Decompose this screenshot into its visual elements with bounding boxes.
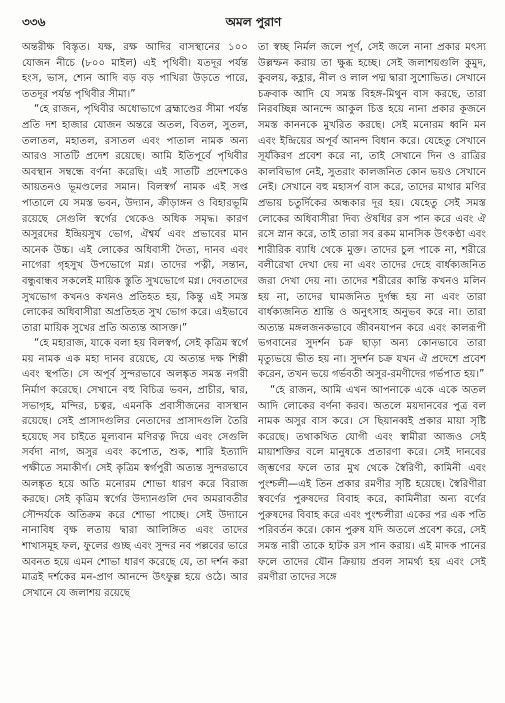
paragraph: তা স্বচ্ছ নির্মল জলে পূর্ণ, সেই জলে নানা প্রকার মৎস্য উল্লম্ফন করায় তা ক্ষুব্ধ হচ্ছে। সেই জলাশয়গুলি কুমুদ, কুবলয়, কহ্লার, নীল ও লাল পদ্ম দ্বারা সুশোভিত। সেখানে চক্রবাক আদি যে সমস্ত বিহঙ্গ-মিথুন বাস করছে, তারা নিরবচ্ছিন্ন আনন্দে আকুল চিত্ত হয়ে নানা প্রকার কূজনে সমস্ত কাননকে মুখরিত করছে। সেই মনোরম ধ্বনি মন এবং ইন্দ্রিয়ের অপূর্ব আনন্দ বিধান করে। যেহেতু সেখানে সূর্যকিরণ প্রবেশ করে না, তাই সেখানে দিন ও রাত্রির কালবিভাগ নেই, সুতরাং কালজনিত কোন ভয়ও সেখানে নেই। সেখানে বহু মহাসর্প বাস করে, তাদের মাথার মণির প্রভায় চতুর্দিকের অন্ধকার দূর হয়। যেহেতু সেই সমস্ত লোকের অধিবাসীরা দিব্য ঔষধির রস পান করে এবং ঐ রসে স্নান করে, তাই তারা সব রকম মানসিক উৎকণ্ঠা এবং শারীরিক ব্যাধি থেকে মুক্ত। তাদের চুল পাকে না, শরীরে বলীরেখা দেখা দেয় না এবং তাদের দেহে বার্ধক্যজনিত জরা দেখা দেয় না। তাদের শরীরের কান্তি কখনও মলিন হয় না, তাদের ঘামজনিত দুর্গন্ধ হয় না এবং তারা বার্ধক্যজনিত শ্রান্তি ও অনুৎসাহ অনুভব করে না। তারা অত্যন্ত মঙ্গলজনকভাবে জীবনযাপন করে এবং কালরূপী ভগবানের সুদর্শন চক্র ছাড়া অন্য কোনভাবে তারা মৃত্যুভয়ে ভীত হয় না। সুদর্শন চক্র যখন ঐ প্রদেশে প্রবেশ করেন, তখন ভয়ে গর্ভবতী অসুর-রমণীদের গর্ভপাত হয়।” [258, 42, 486, 381]
page-header [22, 14, 485, 32]
paragraph: “হে রাজন, আমি এখন আপনাকে একে একে অতল আদি লোকের বর্ণনা করব। অতলে ময়দানবের পুত্র বল নামক অসুর বাস করে। সে ছিয়ানব্বই প্রকার মায়া সৃষ্টি করেছে। তথাকথিত যোগী এবং স্বামীরা আজও সেই মায়াশক্তির বলে মানুষকে প্রতারণা করে। সেই দানবের জৃম্ভণের ফলে তার মুখ থেকে স্বৈরিণী, কামিনী এবং পুংশ্চলী—এই তিন প্রকার রমণীর সৃষ্টি হয়েছে। স্বৈরিণীরা স্ববর্ণের পুরুষদের বিবাহ করে, কামিনীরা অন্য বর্ণের পুরুষদের বিবাহ করে এবং পুংশ্চলীরা একের পর এক পতি পরিবর্তন করে। কোন পুরুষ যদি অতলে প্রবেশ করে, সেই সমস্ত নারী তাকে হাটক রস পান করায়। এই মাদক পানের ফলে তাদের যৌন ক্রিয়ায় প্রবল সামর্থ্য হয় এবং সেই রমণীরা তাদের সঙ্গে [258, 385, 486, 584]
page-number: ৩৩৬ [22, 15, 46, 29]
running-title: অমল পুরাণ [225, 15, 282, 29]
paragraph: অন্তরীক্ষ বিস্তৃত। যক্ষ, রক্ষ আদির বাসস্থানের ১০০ যোজন নীচে (৮০০ মাইল) এই পৃথিবী। যতদূর পর্যন্ত হংস, ভাস, শ্যেন আদি বড় বড় পাখিরা উড়তে পারে, ততদূর পর্যন্ত পৃথিবীর সীমা।” [22, 42, 248, 100]
paragraph: “হে রাজন, পৃথিবীর অধোভাগে ব্রহ্মাণ্ডের সীমা পর্যন্ত প্রতি দশ হাজার যোজন অন্তরে অতল, বিতল, সুতল, তলাতল, মহাতল, রসাতল এবং পাতাল নামক অন্য আরও সাতটি প্রদেশ রয়েছে। আমি ইতিপূর্বে পৃথিবীর অবস্থান সম্বন্ধে বর্ণনা করেছি। এই সাতটি প্রদেশকেও আয়তনও ভূমণ্ডলের সমান। বিলস্বর্গ নামক এই সপ্ত পাতালে যে সমস্ত ভবন, উদ্যান, ক্রীড়াঙ্গন ও বিহারভূমি রয়েছে সেগুলি স্বর্গের থেকেও অধিক সমৃদ্ধ। কারণ অসুরদের ইন্দ্রিয়সুখ ভোগ, ঐশ্বর্য এবং প্রভাবের মান অনেক উচ্চ। এই লোকের অধিবাসী দৈত্য, দানব এবং নাগেরা গৃহসুখ উপভোগে মগ্ন। তাদের পত্নী, সন্তান, বন্ধুবান্ধব সকলেই মায়িক স্তুতি সুখভোগে মগ্ন। দেবতাদের সুখভোগ কখনও কখনও প্রতিহত হয়, কিন্তু এই সমস্ত লোকের অধিবাসীরা অপ্রতিহত সুখ ভোগ করে। এইভাবে তারা মায়িক সুখের প্রতি অত্যন্ত আসক্ত।” [22, 104, 248, 334]
paragraph: “হে মহারাজ, যাকে বলা হয় বিলস্বর্গ, সেই কৃত্রিম স্বর্গে ময় নামক এক মহা দানব রয়েছে, যে অত্যন্ত দক্ষ শিল্পী এবং স্থপতি। সে অপূর্ব সুন্দরভাবে অলঙ্কৃত সমস্ত নগরী নির্মাণ করেছে। সেখানে বহু বিচিত্র ভবন, প্রাচীর, দ্বার, সভাগৃহ, মন্দির, চত্বর, এমনকি প্রবাসীজনের বাসস্থান রয়েছে। সেই প্রাসাদগুলির নেতাদের প্রাসাদগুলি তৈরি হয়েছে সব চাইতে মূল্যবান মণিরত্ন দিয়ে এবং সেগুলি সর্বদা নাগ, অসুর এবং কপোত, শুক, শারি ইত্যাদি পক্ষীতে সমাকীর্ণ। সেই কৃত্রিম স্বর্গপুরী অত্যন্ত সুন্দরভাবে অলঙ্কৃত হয়ে অতি মনোরম শোভা ধারণ করে বিরাজ করছে। সেই কৃত্রিম স্বর্গের উদ্যানগুলি দেব অমরাবতীর সৌন্দর্যকে অতিক্রম করে শোভা পাচ্ছে। সেই উদ্যানে নানাবিধ বৃক্ষ লতায় দ্বারা আলিঙ্গিত এবং তাদের শাখাসমূহ ফল, ফুলের গুচ্ছ এবং সুন্দর নব পল্লবের ভারে অবনত হয়ে এমন শোভা ধারণ করেছে যে, তা দর্শন করা মাত্রই দর্শকের মন-প্রাণ আনন্দে উৎফুল্ল হয়ে ওঠে। আর সেখানে যে জলাশয় রয়েছে [22, 338, 248, 599]
left-column [22, 40, 248, 690]
right-column [258, 40, 486, 690]
